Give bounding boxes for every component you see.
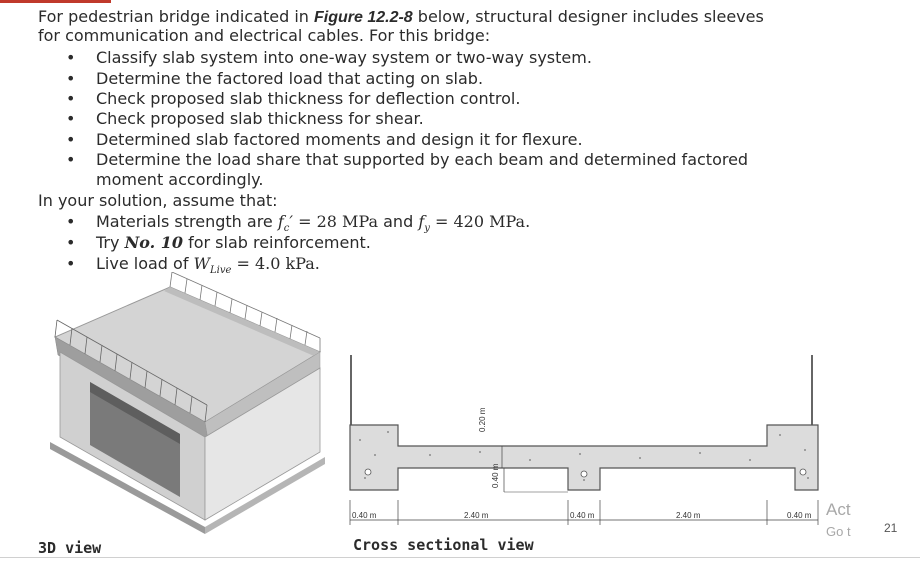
- watermark-line-2: Go t: [826, 524, 851, 539]
- dim-4: 2.40 m: [676, 511, 701, 520]
- task-item-1: • Classify slab system into one-way system or two-way system.: [96, 48, 592, 68]
- sleeve-right: [800, 469, 806, 475]
- footer-divider: [0, 557, 920, 558]
- watermark-line-1: Act: [826, 500, 851, 519]
- assumption-reinforcement: • Try No. 10 for slab reinforcement.: [96, 233, 371, 253]
- assumptions-heading: In your solution, assume that:: [38, 191, 278, 210]
- fy-symbol: $f_y$: [418, 212, 430, 235]
- task-item-5: • Determined slab factored moments and design it for flexure.: [96, 130, 583, 150]
- dim-2: 2.40 m: [464, 511, 489, 520]
- bar-size: No. 10: [124, 233, 183, 252]
- sleeve-middle: [581, 471, 587, 477]
- task-item-4: • Check proposed slab thickness for shear.: [96, 109, 424, 129]
- w-live-symbol: $W_{Live}$: [193, 254, 232, 277]
- intro-suffix: below, structural designer includes sleeves: [412, 7, 764, 26]
- dim-slab-thickness: 0.20 m: [478, 407, 487, 432]
- caption-cross-section: Cross sectional view: [353, 536, 534, 554]
- dim-3: 0.40 m: [570, 511, 595, 520]
- intro-line-2: for communication and electrical cables. For this bridge:: [38, 26, 491, 45]
- dim-1: 0.40 m: [352, 511, 377, 520]
- page-number: 21: [884, 521, 898, 535]
- assumption-live-load: • Live load of $W_{Live} = 4.0$ kPa.: [96, 254, 320, 281]
- sleeve-left: [365, 469, 371, 475]
- fy-value: = 420 MPa: [429, 212, 526, 231]
- fc-symbol: $f_c'$: [277, 212, 294, 235]
- bridge-3d-view: [30, 272, 330, 537]
- task-item-3: • Check proposed slab thickness for deflection control.: [96, 89, 520, 109]
- intro-line-1: [38, 7, 764, 28]
- header-accent-line: [0, 0, 111, 3]
- dim-5: 0.40 m: [787, 511, 812, 520]
- dim-beam-depth: 0.40 m: [491, 463, 500, 488]
- live-load-value: = 4.0 kPa: [231, 254, 315, 273]
- task-item-6: • Determine the load share that supported by each beam and determined factored: [96, 150, 748, 170]
- cross-section-view: [340, 350, 830, 540]
- caption-3d-view: 3D view: [38, 539, 102, 557]
- intro-prefix: For pedestrian bridge indicated in: [38, 7, 314, 26]
- task-item-6-continued: moment accordingly.: [96, 170, 264, 189]
- assumption-materials: • Materials strength are $f_c' = 28$ MPa and $f_y = 420$ MPa.: [96, 212, 530, 239]
- figure-reference: Figure 12.2-8: [314, 9, 413, 26]
- fc-value: = 28 MPa: [293, 212, 379, 231]
- task-item-2: • Determine the factored load that acting on slab.: [96, 69, 483, 89]
